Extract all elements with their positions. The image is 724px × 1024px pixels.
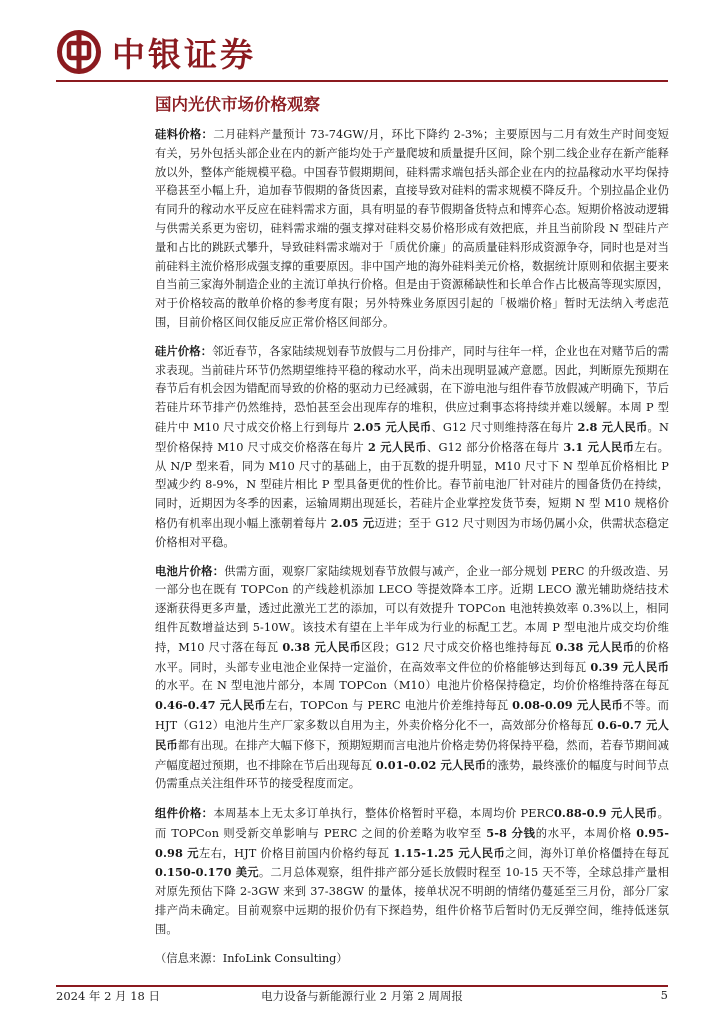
text-run: 、G12 部分价格落在每片 bbox=[426, 440, 564, 454]
text-run: 都有出现。在排产大幅下修下，预期短期而言电池片价格走势仍将保持平稳，然而，若春节期间减产幅度超过预期，也不排除在节后出现每瓦 bbox=[155, 738, 670, 772]
price-figure: 0.95-0.98 元 bbox=[155, 825, 669, 860]
brand-logo bbox=[56, 28, 256, 76]
price-figure: 0.01-0.02 元人民币 bbox=[375, 757, 487, 772]
text-run: 、G12 尺寸则维持落在每片 bbox=[431, 420, 578, 434]
price-figure: 0.38 元人民币 bbox=[282, 639, 362, 654]
text-run: 左右，TOPCon 与 PERC 电池片价差维持每瓦 bbox=[265, 699, 513, 713]
footer-report-title: 电力设备与新能源行业 2 月第 2 周周报 bbox=[261, 989, 463, 1003]
paragraph-cell bbox=[155, 563, 669, 795]
text-run: 。N 型价格保持 M10 尺寸成交价格落在每片 bbox=[155, 420, 670, 454]
price-figure: 0.150-0.170 美元 bbox=[155, 865, 259, 880]
source-note: （信息来源：InfoLink Consulting） bbox=[155, 951, 348, 965]
paragraph-polysilicon bbox=[155, 126, 669, 333]
text-run: 之间，海外订单价格僵持在每瓦 bbox=[505, 846, 669, 860]
price-figure: 0.39 元人民币 bbox=[590, 659, 669, 674]
text-run: 本周基本上无太多订单执行，整体价格暂时平稳，本周均价 PERC bbox=[213, 807, 554, 821]
footer-date: 2024 年 2 月 18 日 bbox=[56, 989, 160, 1003]
paragraph-module bbox=[155, 804, 669, 940]
text-run: 。二月总体观察，组件排产部分延长放假时程至 10-15 天不等，全球总排产量相对原先预估下降 2-3GW 来到 37-38GW 的量体，接单状况不明朗的情绪仍蔓延至三月份，部分厂家排产尚未确定。目前观察中远期的报价仍有下探趋势，组件价格节后暂时仍无反弹空间，维持低迷氛围。 bbox=[155, 866, 669, 936]
report-body bbox=[155, 126, 669, 968]
paragraph-lead: 硅料价格： bbox=[155, 128, 214, 141]
bank-of-china-logo-icon bbox=[56, 29, 102, 75]
paragraph-lead: 电池片价格： bbox=[155, 564, 225, 578]
text-run: 二月硅料产量预计 73-74GW/月，环比下降约 2-3%；主要原因与二月有效生产时间变短有关，另外包括头部企业在内的新产能均处于产量爬坡和质量提升区间，除个别二线企业存在新产能释放以外，整体产能规模平稳。中国春节假期期间，硅料需求端包括头部企业在内的拉晶稼动水平均保持平稳甚至小幅上升，追加春节假期的备货因素，直接导致对硅料的需求规模不降反升。个别拉晶企业仍有同升的稼动水平反应在硅料需求方面，具有明显的春节假期备货特点和博弈心态。短期价格波动逻辑与供需关系更为密切，硅料需求端的强支撑对硅料交易价格形成有效把底，并且当前阶段 N 型硅片产量和占比的跳跃式攀升，导致硅料需求端对于「质优价廉」的高质量硅料形成资源争夺，同时也是对当前硅料主流价格形成强支撑的重要原因。非中国产地的海外硅料美元价格，数据统计原则和依据主要来自当前三家海外制造企业的主流订单执行价格。但是由于资源稀缺性和长单合作占比极高等现实原因，对于价格较高的散单价格的参考度有限；另外特殊业务原因引起的「极端价格」暂时无法纳入考虑范围，目前价格区间仅能反应正常价格区间部分。 bbox=[155, 128, 669, 329]
text-run: 迈进；至于 G12 尺寸则因为市场仍属小众，供需状态稳定价格相对平稳。 bbox=[155, 516, 669, 549]
price-figure: 5-8 分钱 bbox=[486, 825, 536, 840]
price-figure: 2.05 元人民币 bbox=[353, 419, 432, 434]
footer-divider bbox=[56, 985, 668, 987]
paragraph-lead: 组件价格： bbox=[155, 807, 214, 821]
price-figure: 0.46-0.47 元人民币 bbox=[155, 698, 266, 713]
price-figure: 2 元人民币 bbox=[367, 439, 427, 454]
text-run: 邻近春节，各家陆续规划春节放假与二月份排产，同时与往年一样，企业也在对赌节后的需求表现。当前硅片环节仍然期望维持平稳的稼动水平，尚未出现明显减产意愿。因此，判断原先预期在春节后有机会因为错配而导致的价格的驱动力已经减弱，在下游电池与组件春节放假减产明确下，节后若硅片环节排产仍然维持，恐怕甚至会出现库存的堆积，供应过剩事态将持续并难以缓解。本周 P 型硅片中 M10 尺寸成交价格上行到每片 bbox=[155, 344, 669, 434]
price-figure: 0.6-0.7 元人民币 bbox=[155, 717, 669, 752]
price-figure: 0.88-0.9 元人民币 bbox=[553, 806, 658, 821]
paragraph-content bbox=[155, 128, 669, 329]
paragraph-content bbox=[155, 345, 669, 549]
page-number: 5 bbox=[660, 988, 668, 1002]
text-run: 的水平。在 N 型电池片部分，本周 TOPCon（M10）电池片价格保持稳定，均价价格维持落在每瓦 bbox=[155, 679, 669, 693]
price-figure: 2.8 元人民币 bbox=[577, 419, 648, 434]
text-run: 左右，HJT 价格目前国内价格约每瓦 bbox=[199, 846, 394, 860]
text-run: 的水平，本周价格 bbox=[535, 826, 637, 840]
header-divider bbox=[56, 80, 668, 82]
text-run: 的涨势，最终涨价的幅度与时间节点仍需重点关注组件环节的接受程度而定。 bbox=[155, 758, 669, 791]
paragraph-lead: 硅片价格： bbox=[155, 344, 213, 358]
text-run: 。而 TOPCon 则受新交单影响与 PERC 之间的价差略为收窄至 bbox=[155, 807, 669, 840]
text-run: 左右。从 N/P 型来看，同为 M10 尺寸的基础上，由于瓦数的提升明显，M10 尺寸下 N 型单瓦价格相比 P 型减少约 8-9%，N 型硅片相比 P 型具备更优的性价比。春节前电池厂针对硅片的囤备货仍在持续，同时，近期因为冬季的因素，运输周期出现延长，若硅片企业掌控发货节奏，短期 N 型 M10 规格价格仍有机率出现小幅上涨朝着每片 bbox=[155, 440, 669, 530]
paragraph-content bbox=[155, 807, 669, 936]
text-run: 不等。而 HJT（G12）电池片生产厂家多数以自用为主，外卖价格分化不一，高效部分价格每瓦 bbox=[155, 699, 669, 732]
paragraph-content bbox=[155, 565, 669, 791]
price-figure: 1.15-1.25 元人民币 bbox=[393, 845, 506, 860]
section-title: 国内光伏市场价格观察 bbox=[155, 95, 320, 114]
page-footer bbox=[56, 988, 668, 1008]
price-figure: 3.1 元人民币 bbox=[563, 439, 635, 454]
price-figure: 0.38 元人民币 bbox=[555, 639, 635, 654]
text-run: 的价格水平。同时，头部专业电池企业保持一定溢价，在高效率文件位的价格能够达到每瓦 bbox=[155, 640, 669, 674]
paragraph-wafer bbox=[155, 343, 669, 553]
text-run: 供需方面，观察厂家陆续规划春节放假与减产，企业一部分规划 PERC 的升级改造、另一部分也在既有 TOPCon 的产线趁机添加 LECO 等提效降本工序。近期 LECO 激光辅助烧结技术逐渐获得更多声量，透过此激光工艺的添加，可以有效提升 TOPCon 电池转换效率 0.3%以上，相同组件瓦数增益达到 5-10W。该技术有望在上半年成为行业的标配工艺。本周 P 型电池片成交均价维持，M10 尺寸落在每瓦 bbox=[155, 564, 669, 654]
price-figure: 2.05 元 bbox=[330, 515, 375, 530]
brand-name: 中银证券 bbox=[112, 34, 256, 74]
price-figure: 0.08-0.09 元人民币 bbox=[512, 698, 624, 713]
text-run: 区段；G12 尺寸成交价格也维持每瓦 bbox=[361, 640, 556, 654]
